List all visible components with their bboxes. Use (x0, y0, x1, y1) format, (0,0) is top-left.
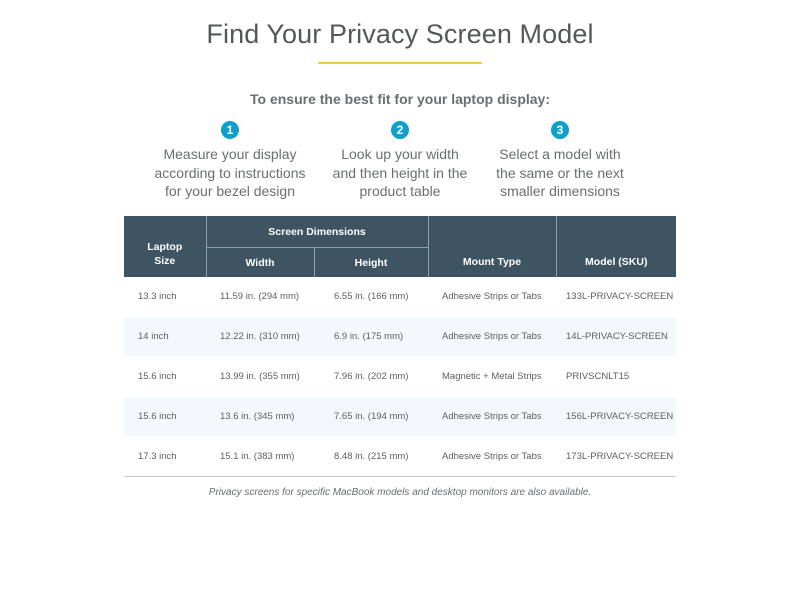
step-number-badge: 1 (221, 121, 239, 139)
cell-height: 6.9 in. (175 mm) (314, 317, 428, 357)
title-underline (318, 62, 482, 64)
step-number-badge: 2 (391, 121, 409, 139)
cell-height: 6.55 in. (166 mm) (314, 277, 428, 317)
page-title: Find Your Privacy Screen Model (206, 19, 594, 49)
cell-height: 7.65 in. (194 mm) (314, 397, 428, 437)
cell-laptop-size: 15.6 inch (124, 397, 206, 437)
header-laptop-size (124, 216, 206, 277)
cell-laptop-size: 15.6 inch (124, 357, 206, 397)
cell-height: 7.96 in. (202 mm) (314, 357, 428, 397)
cell-model-sku: PRIVSCNLT15 (556, 357, 676, 397)
cell-model-sku: 14L-PRIVACY-SCREEN (556, 317, 676, 357)
header-width: Width (206, 248, 314, 278)
header-text: Laptop (147, 241, 183, 253)
header-text: Size (154, 255, 176, 267)
cell-laptop-size: 17.3 inch (124, 437, 206, 477)
header-mount-type: Mount Type (428, 216, 556, 277)
cell-model-sku: 156L-PRIVACY-SCREEN (556, 397, 676, 437)
footnote: Privacy screens for specific MacBook models and desktop monitors are also available. (208, 487, 592, 498)
instructions-heading: To ensure the best fit for your laptop display: (250, 91, 550, 107)
step-number-badge: 3 (551, 121, 569, 139)
step-line: and then height in the (332, 164, 468, 181)
step-line: for your bezel design (165, 183, 295, 199)
table-row (124, 277, 676, 317)
header-model-sku: Model (SKU) (556, 216, 676, 277)
cell-width: 15.1 in. (383 mm) (206, 437, 314, 477)
cell-width: 11.59 in. (294 mm) (206, 277, 314, 317)
cell-mount-type: Adhesive Strips or Tabs (428, 397, 556, 437)
table-header-row (124, 216, 676, 248)
table-row (124, 357, 676, 397)
cell-laptop-size: 13.3 inch (124, 277, 206, 317)
cell-mount-type: Adhesive Strips or Tabs (428, 277, 556, 317)
cell-width: 12.22 in. (310 mm) (206, 317, 314, 357)
header-height: Height (314, 248, 428, 278)
cell-width: 13.6 in. (345 mm) (206, 397, 314, 437)
privacy-screen-table (124, 216, 676, 477)
step-line: according to instructions (154, 164, 306, 181)
step-line: Measure your display (163, 146, 297, 162)
step-3 (465, 121, 655, 201)
table-row (124, 317, 676, 357)
cell-width: 13.99 in. (355 mm) (206, 357, 314, 397)
cell-mount-type: Adhesive Strips or Tabs (428, 437, 556, 477)
cell-mount-type: Magnetic + Metal Strips (428, 357, 556, 397)
table-row (124, 437, 676, 477)
step-line: the same or the next (496, 164, 624, 181)
table-row (124, 397, 676, 437)
step-line: Select a model with (499, 146, 621, 162)
step-line: product table (359, 183, 441, 199)
cell-mount-type: Adhesive Strips or Tabs (428, 317, 556, 357)
step-line: Look up your width (341, 146, 459, 162)
cell-height: 8.48 in. (215 mm) (314, 437, 428, 477)
step-line: smaller dimensions (500, 183, 620, 199)
header-screen-dimensions: Screen Dimensions (206, 216, 428, 248)
step-1 (135, 121, 325, 201)
cell-laptop-size: 14 inch (124, 317, 206, 357)
step-description (135, 145, 325, 201)
cell-model-sku: 133L-PRIVACY-SCREEN (556, 277, 676, 317)
step-description (465, 145, 655, 201)
cell-model-sku: 173L-PRIVACY-SCREEN (556, 437, 676, 477)
